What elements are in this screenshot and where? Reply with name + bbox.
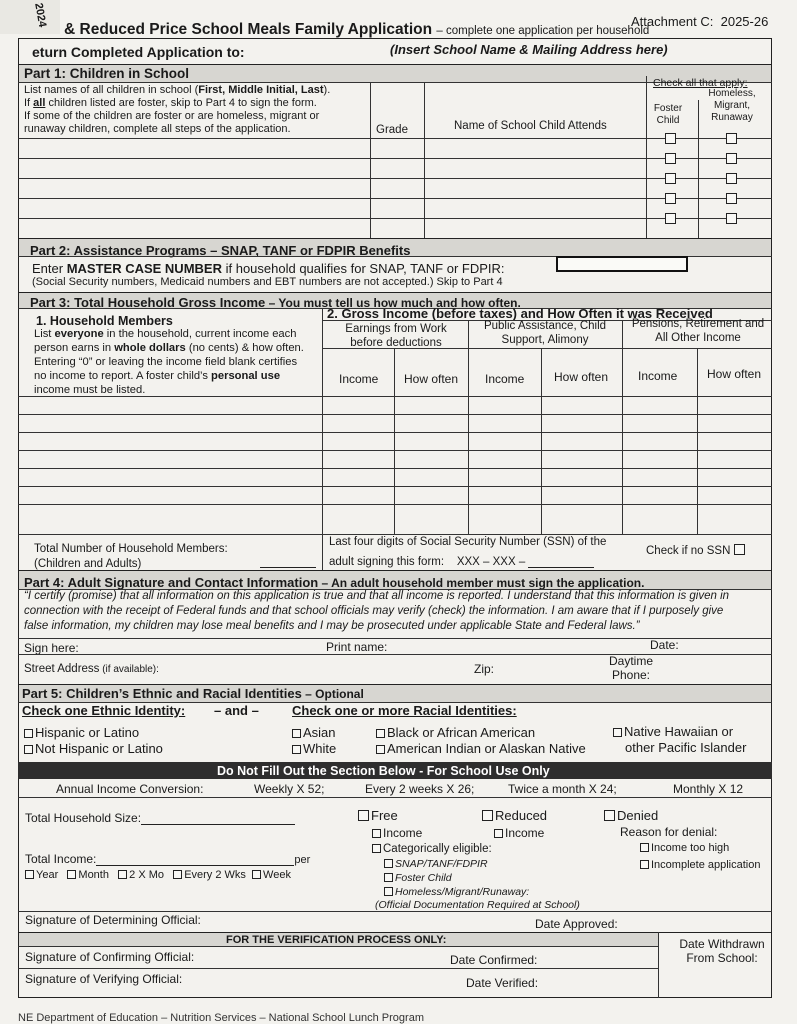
col-how-often: How often	[404, 372, 459, 386]
part5-title: Part 5: Children’s Ethnic and Racial Identities – Optional	[22, 686, 364, 701]
part4-title: Part 4: Adult Signature and Contact Information – An adult household member must sign the application.	[24, 575, 645, 590]
checkbox-icon[interactable]	[482, 810, 493, 821]
checkbox-icon[interactable]	[358, 810, 369, 821]
footer-text: NE Department of Education – Nutrition Services – National School Lunch Program	[18, 1012, 424, 1024]
every2-factor: Every 2 weeks X 26;	[365, 782, 475, 796]
homeless-checkbox[interactable]	[726, 173, 737, 184]
sign-here-label: Sign here:	[24, 641, 79, 655]
col-income: Income	[339, 372, 379, 386]
not-hispanic-option[interactable]: Not Hispanic or Latino	[24, 741, 163, 756]
total-members-label: Total Number of Household Members:	[34, 543, 228, 555]
earnings-heading: Earnings from Work before deductions	[345, 323, 447, 349]
income-too-high-option[interactable]: Income too high	[640, 842, 729, 854]
checkbox-icon[interactable]	[372, 844, 381, 853]
checkbox-icon[interactable]	[292, 729, 301, 738]
asian-option[interactable]: Asian	[292, 725, 336, 740]
twice-factor: Twice a month X 24;	[508, 782, 617, 796]
checkbox-icon[interactable]	[173, 870, 182, 879]
part3-title: Part 3: Total Household Gross Income – You must tell us how much and how often.	[30, 295, 521, 310]
reduced-income-option[interactable]: Income	[494, 826, 544, 840]
check-all-label: Check all that apply:	[653, 77, 748, 89]
monthly-factor: Monthly X 12	[673, 782, 744, 796]
ethnic-heading: Check one Ethnic Identity:	[22, 703, 186, 718]
foster-checkbox[interactable]	[665, 153, 676, 164]
checkbox-icon[interactable]	[384, 887, 393, 896]
date-withdrawn-label: Date Withdrawn From School:	[679, 937, 765, 965]
categorical-option[interactable]: Categorically eligible:	[372, 843, 492, 855]
part2-line1: Enter MASTER CASE NUMBER if household qualifies for SNAP, TANF or FDPIR:	[32, 261, 505, 276]
checkbox-icon[interactable]	[25, 870, 34, 879]
foster-option[interactable]: Foster Child	[384, 872, 452, 884]
checkbox-icon[interactable]	[640, 860, 649, 869]
date-label: Date:	[650, 638, 679, 652]
attachment-label: Attachment C: 2025-26	[631, 14, 769, 29]
phone-label: Daytime Phone:	[608, 654, 653, 682]
part2-line2: (Social Security numbers, Medicaid numbers and EBT numbers are not accepted.) Skip to Part 4	[32, 276, 503, 288]
household-size-label: Total Household Size:	[25, 811, 295, 825]
total-members-input[interactable]	[260, 554, 316, 568]
checkbox-icon[interactable]	[292, 745, 301, 754]
col-school: Name of School Child Attends	[454, 120, 607, 132]
date-verified-label: Date Verified:	[466, 976, 539, 990]
homeless-checkbox[interactable]	[726, 213, 737, 224]
part2-title: Part 2: Assistance Programs – SNAP, TANF or FDPIR Benefits	[30, 243, 411, 258]
homeless-option[interactable]: Homeless/Migrant/Runaway:	[384, 886, 529, 898]
checkbox-icon[interactable]	[376, 745, 385, 754]
racial-heading: Check one or more Racial Identities:	[292, 703, 517, 718]
checkbox-icon[interactable]	[372, 829, 381, 838]
free-option[interactable]: Free	[358, 808, 398, 823]
col-income: Income	[485, 372, 525, 386]
page-corner	[0, 0, 60, 34]
hawaiian-option[interactable]: Native Hawaiian or other Pacific Islander	[613, 724, 746, 756]
conversion-label: Annual Income Conversion:	[56, 782, 204, 796]
col-income: Income	[638, 369, 678, 383]
denial-reason-label: Reason for denial:	[620, 825, 718, 839]
foster-checkbox[interactable]	[665, 193, 676, 204]
foster-checkbox[interactable]	[665, 213, 676, 224]
zip-label: Zip:	[474, 662, 495, 676]
snap-option[interactable]: SNAP/TANF/FDPIR	[384, 858, 488, 870]
return-address: (Insert School Name & Mailing Address here)	[390, 42, 668, 57]
ssn-label-2: adult signing this form: XXX – XXX –	[329, 556, 594, 568]
homeless-checkbox[interactable]	[726, 193, 737, 204]
gross-income-title: 2. Gross Income (before taxes) and How Often it was Received	[327, 306, 713, 321]
checkbox-icon[interactable]	[118, 870, 127, 879]
white-option[interactable]: White	[292, 741, 336, 756]
household-size-input[interactable]	[141, 813, 295, 825]
free-income-option[interactable]: Income	[372, 826, 422, 840]
form-title: & Reduced Price School Meals Family Application – complete one application per household	[64, 21, 650, 38]
american-indian-option[interactable]: American Indian or Alaskan Native	[376, 741, 586, 756]
incomplete-option[interactable]: Incomplete application	[640, 859, 760, 871]
corner-year: 2024	[32, 2, 49, 29]
reduced-option[interactable]: Reduced	[482, 808, 547, 823]
street-label: Street Address (if available):	[24, 663, 159, 675]
checkbox-icon[interactable]	[384, 873, 393, 882]
certification: “I certify (promise) that all information on this application is true and that all income is reported. I understand that this information is given in connection with the receipt of Federal funds and that school officials may verify (check) the information. I am aware that if I purposely give false information, my children may lose meal benefits and I may be prosecuted under applicable State and Federal laws.”	[24, 590, 730, 632]
members-title: 1. Household Members	[36, 314, 173, 328]
col-how-often: How often	[554, 370, 609, 384]
denied-option[interactable]: Denied	[604, 808, 658, 823]
checkbox-icon[interactable]	[24, 729, 33, 738]
checkbox-icon[interactable]	[640, 843, 649, 852]
part1-instructions: List names of all children in school (First, Middle Initial, Last). If all children listed are foster, skip to Part 4 to sign the form. If some of the children are foster or are homeless, migrant or runaway children, complete all steps of the application.	[24, 84, 331, 135]
col-how-often: How often	[707, 367, 762, 381]
return-label: eturn Completed Application to:	[32, 44, 245, 60]
weekly-factor: Weekly X 52;	[254, 782, 325, 796]
homeless-checkbox[interactable]	[726, 133, 737, 144]
date-confirmed-label: Date Confirmed:	[450, 953, 538, 967]
and-label: – and –	[214, 703, 259, 718]
checkbox-icon[interactable]	[613, 728, 622, 737]
master-case-number-input[interactable]	[556, 256, 688, 272]
col-grade: Grade	[376, 124, 408, 136]
checkbox-icon[interactable]	[376, 729, 385, 738]
income-frequency-options: Year Month 2 X Mo Every 2 Wks Week	[25, 869, 291, 881]
ssn-label: Last four digits of Social Security Number (SSN) of the	[329, 536, 607, 548]
print-name-label: Print name:	[326, 640, 388, 654]
checkbox-icon[interactable]	[67, 870, 76, 879]
no-ssn-option: Check if no SSN	[646, 544, 747, 557]
no-ssn-checkbox[interactable]	[734, 544, 745, 555]
checkbox-icon[interactable]	[604, 810, 615, 821]
official-doc-note: (Official Documentation Required at School)	[375, 899, 580, 911]
homeless-checkbox[interactable]	[726, 153, 737, 164]
total-members-sub: (Children and Adults)	[34, 558, 142, 570]
school-use-banner-text: Do Not Fill Out the Section Below - For School Use Only	[217, 764, 550, 778]
verifying-official-label: Signature of Verifying Official:	[25, 972, 183, 986]
black-option[interactable]: Black or African American	[376, 725, 535, 740]
foster-checkbox[interactable]	[665, 173, 676, 184]
checkbox-icon[interactable]	[494, 829, 503, 838]
pensions-heading: Pensions, Retirement and All Other Income	[631, 318, 765, 344]
total-income-label: Total Income: per	[25, 852, 311, 866]
foster-checkbox[interactable]	[665, 133, 676, 144]
public-assist-heading: Public Assistance, Child Support, Alimony	[483, 320, 607, 346]
col-foster: Foster Child	[653, 103, 683, 126]
total-income-input[interactable]	[96, 854, 294, 866]
col-homeless: Homeless, Migrant, Runaway	[708, 88, 756, 123]
determining-official-label: Signature of Determining Official:	[25, 913, 201, 927]
checkbox-icon[interactable]	[24, 745, 33, 754]
ssn-input[interactable]	[528, 556, 594, 568]
part1-title: Part 1: Children in School	[24, 66, 190, 81]
date-approved-label: Date Approved:	[535, 917, 618, 931]
confirming-official-label: Signature of Confirming Official:	[25, 950, 195, 964]
checkbox-icon[interactable]	[252, 870, 261, 879]
members-instructions: List everyone in the household, current income each person earns in whole dollars (no cents) & how often. Entering “0” or leaving the income field blank certifies no income to report. A foster child’s personal use income must be listed.	[34, 328, 304, 396]
checkbox-icon[interactable]	[384, 859, 393, 868]
verification-label: FOR THE VERIFICATION PROCESS ONLY:	[226, 934, 447, 946]
hispanic-option[interactable]: Hispanic or Latino	[24, 725, 139, 740]
